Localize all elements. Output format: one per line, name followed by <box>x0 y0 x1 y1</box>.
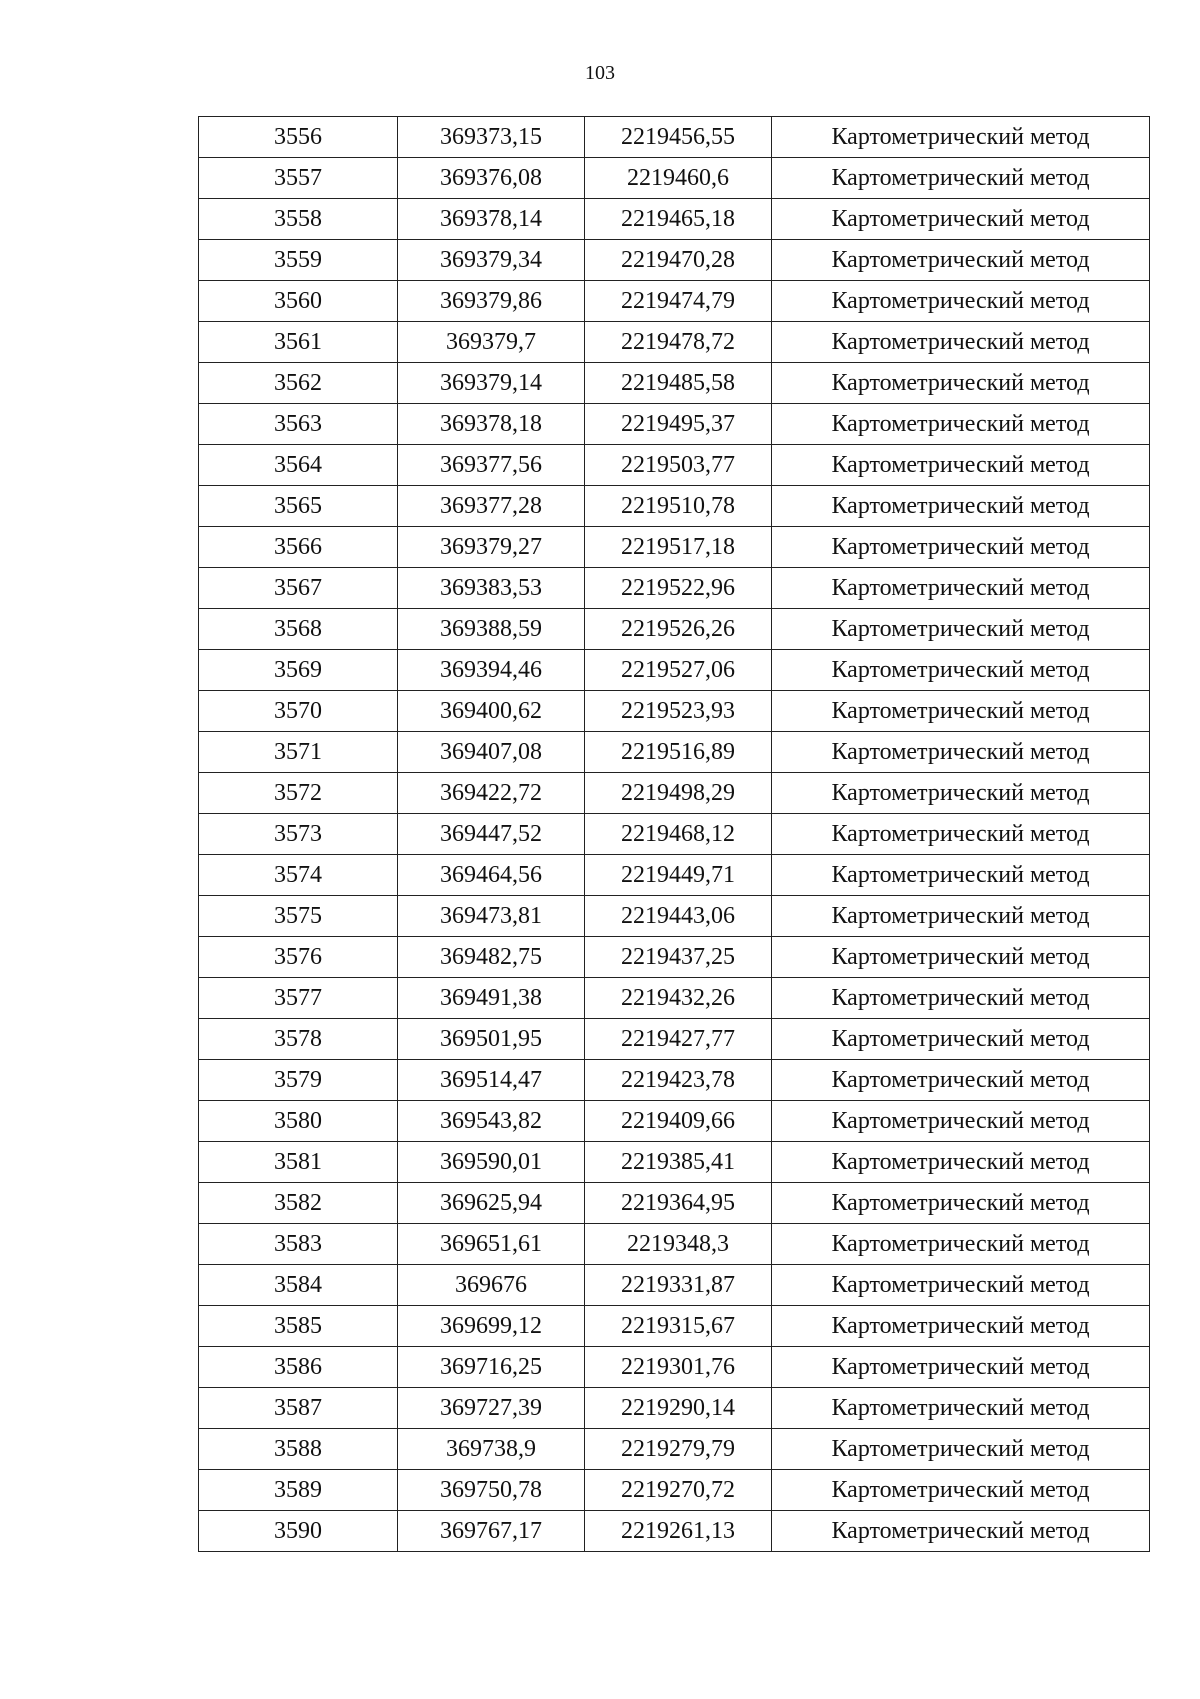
y-coordinate-cell: 2219470,28 <box>585 240 772 281</box>
x-coordinate-cell: 369379,14 <box>398 363 585 404</box>
x-coordinate-cell: 369407,08 <box>398 732 585 773</box>
y-coordinate-cell: 2219456,55 <box>585 117 772 158</box>
table-row <box>199 199 1150 240</box>
method-cell: Картометрический метод <box>772 445 1150 486</box>
x-coordinate-cell: 369377,56 <box>398 445 585 486</box>
coordinates-table <box>198 116 1150 1552</box>
y-coordinate-cell: 2219301,76 <box>585 1347 772 1388</box>
x-coordinate-cell: 369491,38 <box>398 978 585 1019</box>
method-cell: Картометрический метод <box>772 404 1150 445</box>
table-row <box>199 1101 1150 1142</box>
y-coordinate-cell: 2219364,95 <box>585 1183 772 1224</box>
y-coordinate-cell: 2219495,37 <box>585 404 772 445</box>
y-coordinate-cell: 2219465,18 <box>585 199 772 240</box>
table-row <box>199 1347 1150 1388</box>
method-cell: Картометрический метод <box>772 363 1150 404</box>
point-number-cell: 3575 <box>199 896 398 937</box>
method-cell: Картометрический метод <box>772 568 1150 609</box>
point-number-cell: 3571 <box>199 732 398 773</box>
point-number-cell: 3588 <box>199 1429 398 1470</box>
x-coordinate-cell: 369514,47 <box>398 1060 585 1101</box>
method-cell: Картометрический метод <box>772 1019 1150 1060</box>
x-coordinate-cell: 369379,86 <box>398 281 585 322</box>
point-number-cell: 3587 <box>199 1388 398 1429</box>
y-coordinate-cell: 2219261,13 <box>585 1511 772 1552</box>
method-cell: Картометрический метод <box>772 1388 1150 1429</box>
x-coordinate-cell: 369394,46 <box>398 650 585 691</box>
y-coordinate-cell: 2219427,77 <box>585 1019 772 1060</box>
table-row <box>199 363 1150 404</box>
x-coordinate-cell: 369767,17 <box>398 1511 585 1552</box>
method-cell: Картометрический метод <box>772 691 1150 732</box>
y-coordinate-cell: 2219432,26 <box>585 978 772 1019</box>
method-cell: Картометрический метод <box>772 896 1150 937</box>
y-coordinate-cell: 2219385,41 <box>585 1142 772 1183</box>
y-coordinate-cell: 2219478,72 <box>585 322 772 363</box>
x-coordinate-cell: 369464,56 <box>398 855 585 896</box>
x-coordinate-cell: 369383,53 <box>398 568 585 609</box>
point-number-cell: 3569 <box>199 650 398 691</box>
point-number-cell: 3557 <box>199 158 398 199</box>
method-cell: Картометрический метод <box>772 1511 1150 1552</box>
x-coordinate-cell: 369400,62 <box>398 691 585 732</box>
method-cell: Картометрический метод <box>772 978 1150 1019</box>
y-coordinate-cell: 2219485,58 <box>585 363 772 404</box>
table-row <box>199 117 1150 158</box>
y-coordinate-cell: 2219517,18 <box>585 527 772 568</box>
x-coordinate-cell: 369482,75 <box>398 937 585 978</box>
method-cell: Картометрический метод <box>772 650 1150 691</box>
x-coordinate-cell: 369378,18 <box>398 404 585 445</box>
table-row <box>199 937 1150 978</box>
x-coordinate-cell: 369651,61 <box>398 1224 585 1265</box>
table-row <box>199 158 1150 199</box>
point-number-cell: 3583 <box>199 1224 398 1265</box>
point-number-cell: 3586 <box>199 1347 398 1388</box>
point-number-cell: 3559 <box>199 240 398 281</box>
method-cell: Картометрический метод <box>772 609 1150 650</box>
y-coordinate-cell: 2219522,96 <box>585 568 772 609</box>
x-coordinate-cell: 369388,59 <box>398 609 585 650</box>
method-cell: Картометрический метод <box>772 486 1150 527</box>
point-number-cell: 3585 <box>199 1306 398 1347</box>
y-coordinate-cell: 2219315,67 <box>585 1306 772 1347</box>
point-number-cell: 3584 <box>199 1265 398 1306</box>
table-row <box>199 691 1150 732</box>
table-row <box>199 1429 1150 1470</box>
method-cell: Картометрический метод <box>772 1429 1150 1470</box>
x-coordinate-cell: 369543,82 <box>398 1101 585 1142</box>
table-row <box>199 1224 1150 1265</box>
table-row <box>199 1060 1150 1101</box>
y-coordinate-cell: 2219474,79 <box>585 281 772 322</box>
table-row <box>199 527 1150 568</box>
x-coordinate-cell: 369447,52 <box>398 814 585 855</box>
y-coordinate-cell: 2219523,93 <box>585 691 772 732</box>
method-cell: Картометрический метод <box>772 1142 1150 1183</box>
x-coordinate-cell: 369373,15 <box>398 117 585 158</box>
x-coordinate-cell: 369422,72 <box>398 773 585 814</box>
y-coordinate-cell: 2219460,6 <box>585 158 772 199</box>
point-number-cell: 3581 <box>199 1142 398 1183</box>
y-coordinate-cell: 2219437,25 <box>585 937 772 978</box>
y-coordinate-cell: 2219498,29 <box>585 773 772 814</box>
x-coordinate-cell: 369590,01 <box>398 1142 585 1183</box>
coordinates-table-body <box>199 117 1150 1552</box>
table-row <box>199 568 1150 609</box>
table-row <box>199 1511 1150 1552</box>
table-row <box>199 609 1150 650</box>
point-number-cell: 3573 <box>199 814 398 855</box>
x-coordinate-cell: 369676 <box>398 1265 585 1306</box>
table-row <box>199 1470 1150 1511</box>
point-number-cell: 3568 <box>199 609 398 650</box>
table-row <box>199 322 1150 363</box>
x-coordinate-cell: 369727,39 <box>398 1388 585 1429</box>
y-coordinate-cell: 2219423,78 <box>585 1060 772 1101</box>
table-row <box>199 404 1150 445</box>
x-coordinate-cell: 369738,9 <box>398 1429 585 1470</box>
point-number-cell: 3558 <box>199 199 398 240</box>
point-number-cell: 3590 <box>199 1511 398 1552</box>
y-coordinate-cell: 2219527,06 <box>585 650 772 691</box>
y-coordinate-cell: 2219270,72 <box>585 1470 772 1511</box>
table-row <box>199 650 1150 691</box>
x-coordinate-cell: 369750,78 <box>398 1470 585 1511</box>
method-cell: Картометрический метод <box>772 937 1150 978</box>
method-cell: Картометрический метод <box>772 1306 1150 1347</box>
x-coordinate-cell: 369379,34 <box>398 240 585 281</box>
method-cell: Картометрический метод <box>772 1060 1150 1101</box>
table-row <box>199 1265 1150 1306</box>
y-coordinate-cell: 2219409,66 <box>585 1101 772 1142</box>
method-cell: Картометрический метод <box>772 1224 1150 1265</box>
x-coordinate-cell: 369473,81 <box>398 896 585 937</box>
table-row <box>199 773 1150 814</box>
y-coordinate-cell: 2219468,12 <box>585 814 772 855</box>
table-row <box>199 240 1150 281</box>
x-coordinate-cell: 369378,14 <box>398 199 585 240</box>
table-row <box>199 445 1150 486</box>
point-number-cell: 3582 <box>199 1183 398 1224</box>
method-cell: Картометрический метод <box>772 117 1150 158</box>
method-cell: Картометрический метод <box>772 527 1150 568</box>
point-number-cell: 3578 <box>199 1019 398 1060</box>
x-coordinate-cell: 369699,12 <box>398 1306 585 1347</box>
y-coordinate-cell: 2219510,78 <box>585 486 772 527</box>
point-number-cell: 3565 <box>199 486 398 527</box>
y-coordinate-cell: 2219290,14 <box>585 1388 772 1429</box>
point-number-cell: 3563 <box>199 404 398 445</box>
y-coordinate-cell: 2219331,87 <box>585 1265 772 1306</box>
point-number-cell: 3562 <box>199 363 398 404</box>
y-coordinate-cell: 2219516,89 <box>585 732 772 773</box>
method-cell: Картометрический метод <box>772 1470 1150 1511</box>
method-cell: Картометрический метод <box>772 814 1150 855</box>
point-number-cell: 3564 <box>199 445 398 486</box>
point-number-cell: 3567 <box>199 568 398 609</box>
table-row <box>199 978 1150 1019</box>
table-row <box>199 1388 1150 1429</box>
y-coordinate-cell: 2219348,3 <box>585 1224 772 1265</box>
point-number-cell: 3561 <box>199 322 398 363</box>
point-number-cell: 3560 <box>199 281 398 322</box>
y-coordinate-cell: 2219526,26 <box>585 609 772 650</box>
point-number-cell: 3566 <box>199 527 398 568</box>
table-row <box>199 281 1150 322</box>
x-coordinate-cell: 369625,94 <box>398 1183 585 1224</box>
point-number-cell: 3556 <box>199 117 398 158</box>
table-row <box>199 486 1150 527</box>
table-row <box>199 732 1150 773</box>
x-coordinate-cell: 369379,7 <box>398 322 585 363</box>
method-cell: Картометрический метод <box>772 240 1150 281</box>
y-coordinate-cell: 2219443,06 <box>585 896 772 937</box>
table-row <box>199 896 1150 937</box>
x-coordinate-cell: 369379,27 <box>398 527 585 568</box>
point-number-cell: 3577 <box>199 978 398 1019</box>
x-coordinate-cell: 369377,28 <box>398 486 585 527</box>
table-row <box>199 814 1150 855</box>
x-coordinate-cell: 369376,08 <box>398 158 585 199</box>
x-coordinate-cell: 369716,25 <box>398 1347 585 1388</box>
y-coordinate-cell: 2219449,71 <box>585 855 772 896</box>
method-cell: Картометрический метод <box>772 1347 1150 1388</box>
method-cell: Картометрический метод <box>772 322 1150 363</box>
method-cell: Картометрический метод <box>772 1265 1150 1306</box>
method-cell: Картометрический метод <box>772 158 1150 199</box>
table-row <box>199 1142 1150 1183</box>
page-number: 103 <box>585 62 615 84</box>
point-number-cell: 3574 <box>199 855 398 896</box>
method-cell: Картометрический метод <box>772 773 1150 814</box>
table-row <box>199 1306 1150 1347</box>
y-coordinate-cell: 2219279,79 <box>585 1429 772 1470</box>
point-number-cell: 3579 <box>199 1060 398 1101</box>
x-coordinate-cell: 369501,95 <box>398 1019 585 1060</box>
method-cell: Картометрический метод <box>772 732 1150 773</box>
method-cell: Картометрический метод <box>772 1183 1150 1224</box>
method-cell: Картометрический метод <box>772 855 1150 896</box>
table-row <box>199 855 1150 896</box>
point-number-cell: 3570 <box>199 691 398 732</box>
table-row <box>199 1183 1150 1224</box>
point-number-cell: 3572 <box>199 773 398 814</box>
point-number-cell: 3576 <box>199 937 398 978</box>
point-number-cell: 3589 <box>199 1470 398 1511</box>
y-coordinate-cell: 2219503,77 <box>585 445 772 486</box>
point-number-cell: 3580 <box>199 1101 398 1142</box>
method-cell: Картометрический метод <box>772 199 1150 240</box>
method-cell: Картометрический метод <box>772 281 1150 322</box>
method-cell: Картометрический метод <box>772 1101 1150 1142</box>
table-row <box>199 1019 1150 1060</box>
